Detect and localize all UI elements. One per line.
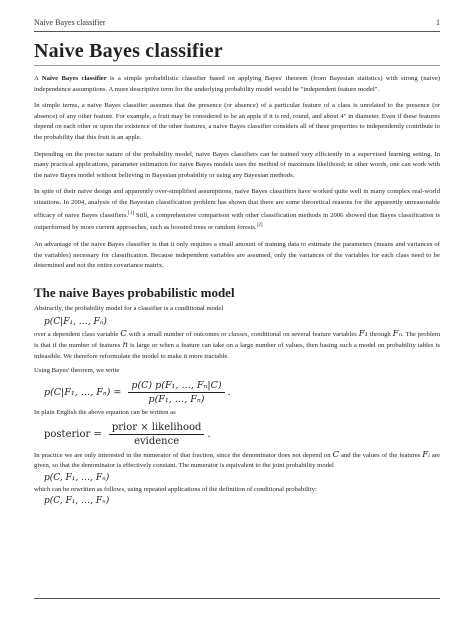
italic-term: classes — [228, 330, 248, 338]
text-run: is a simple probabilistic classifier based on applying Bayes' theorem (from Bayesian statistics) with strong (naive) independence assumptions. A more descriptive term for the underlying probability model would be "independent feature model". — [34, 75, 440, 93]
intro-paragraph-1 — [34, 74, 440, 95]
math-symbol: C — [332, 449, 340, 460]
text-run: is large or when a feature can take on a large number of values, then basing such a model on probability tables is infeasible. We therefore reformulate the model to make it more tractable. — [34, 342, 441, 360]
section-paragraph-3: Using Bayes' theorem, we write — [34, 367, 120, 375]
formula-period: . — [227, 386, 231, 398]
text-run: through — [368, 330, 393, 338]
running-header — [34, 18, 440, 27]
math-symbol: F₁ — [358, 328, 369, 339]
text-run: A — [34, 75, 42, 82]
math-symbol: C — [120, 328, 127, 339]
fraction-numerator: p(C) p(F₁, …, Fₙ|C) — [128, 380, 224, 393]
fraction-denominator: p(F₁, …, Fₙ) — [148, 393, 205, 405]
fraction-numerator: prior × likelihood — [109, 422, 205, 435]
text-run: In spite of their naive design and apparently over-simplified assumptions, naive Bayes classifiers have worked quite well in many complex real-world situations. In 2004, analysis of the Bayesian classification problem has shown that there are some theoretical reasons for the apparently unreasonable efficacy of naive Bayes classifiers. — [34, 188, 440, 219]
section-heading: The naive Bayes probabilistic model — [34, 284, 235, 300]
intro-paragraph-4 — [34, 187, 440, 234]
footer-rule — [34, 598, 440, 599]
formula-lhs: posterior = — [44, 428, 102, 440]
formula-joint-model: p(C, F₁, …, Fₙ) — [44, 472, 110, 483]
header-rule — [34, 31, 440, 32]
section-paragraph-2 — [34, 329, 440, 363]
text-run: In practice we are only interested in the numerator of that fraction, since the denominator does not depend on — [34, 451, 333, 459]
citation-2[interactable]: [2] — [256, 223, 263, 229]
text-run: with a small number of outcomes or — [126, 330, 229, 338]
math-symbol: Fᵢ — [422, 449, 430, 460]
formula-joint-model-repeat: p(C, F₁, …, Fₙ) — [44, 496, 110, 507]
formula-lhs: p(C|F₁, …, Fₙ) = — [44, 386, 122, 398]
fraction-denominator: evidence — [134, 435, 180, 447]
section-paragraph-4: In plain English the above equation can be written as — [34, 408, 176, 416]
math-symbol: Fₙ — [392, 328, 403, 339]
section-paragraph-1: Abstractly, the probability model for a classifier is a conditional model — [34, 304, 224, 312]
intro-paragraph-2: In simple terms, a naive Bayes classifier assumes that the presence (or absence) of a particular feature of a class is unrelated to the presence (or absence) of any other feature. For example, a fruit may be considered to be an apple if it is red, round, and about 4" in diameter. Even if these features depend on each other or upon the existence of the other features, a naive Bayes classifier considers all of these properties to independently contribute to the probability that this fruit is an apple. — [34, 102, 440, 141]
formula-bayes-theorem — [44, 380, 440, 405]
formula-period: . — [207, 428, 211, 440]
title-rule — [34, 65, 440, 66]
text-run: over a dependent class variable — [34, 330, 121, 338]
formula-fraction — [109, 422, 205, 447]
formula-conditional-model: p(C|F₁, …, Fₙ) — [44, 316, 107, 327]
math-symbol: n — [122, 340, 128, 351]
text-run: , conditional on several feature variables — [247, 330, 359, 338]
text-run: . The problem is that if the number of features — [34, 330, 441, 350]
text-run: are given, so that the denominator is effectively constant. The numerator is equivalent to the joint probability model — [34, 451, 440, 470]
formula-fraction — [128, 380, 224, 405]
intro-paragraph-5: An advantage of the naive Bayes classifier is that it only requires a small amount of training data to estimate the parameters (means and variances of the variables) necessary for classification. Because independent variables are assumed, only the variances of the variables for each class need to be determined and not the entire covariance matrix. — [34, 241, 440, 270]
article-body — [34, 38, 440, 508]
section-paragraph-5 — [34, 450, 440, 472]
running-title: Naive Bayes classifier — [34, 18, 106, 27]
intro-paragraph-3: Depending on the precise nature of the probability model, naive Bayes classifiers can be trained very efficiently in a supervised learning setting. In many practical applications, parameter estimation for naive Bayes models uses the method of maximum likelihood; in other words, one can work with the naive Bayes model without believing in Bayesian probability or using any Bayesian methods. — [34, 150, 440, 179]
citation-1[interactable]: [1] — [128, 210, 135, 216]
bold-term: Naive Bayes classifier — [41, 75, 107, 82]
text-run: Still, a comprehensive comparison with other classification methods in 2006 showed that Bayes classification is outperformed by more current approaches, such as boosted trees or random forests. — [34, 211, 441, 232]
article-title: Naive Bayes classifier — [34, 40, 223, 62]
text-run: and the values of the features — [339, 451, 423, 459]
page-number: 1 — [436, 18, 440, 27]
formula-posterior — [44, 422, 440, 447]
section-paragraph-6: which can be rewritten as follows, using repeated applications of the definition of conditional probability: — [34, 485, 317, 493]
